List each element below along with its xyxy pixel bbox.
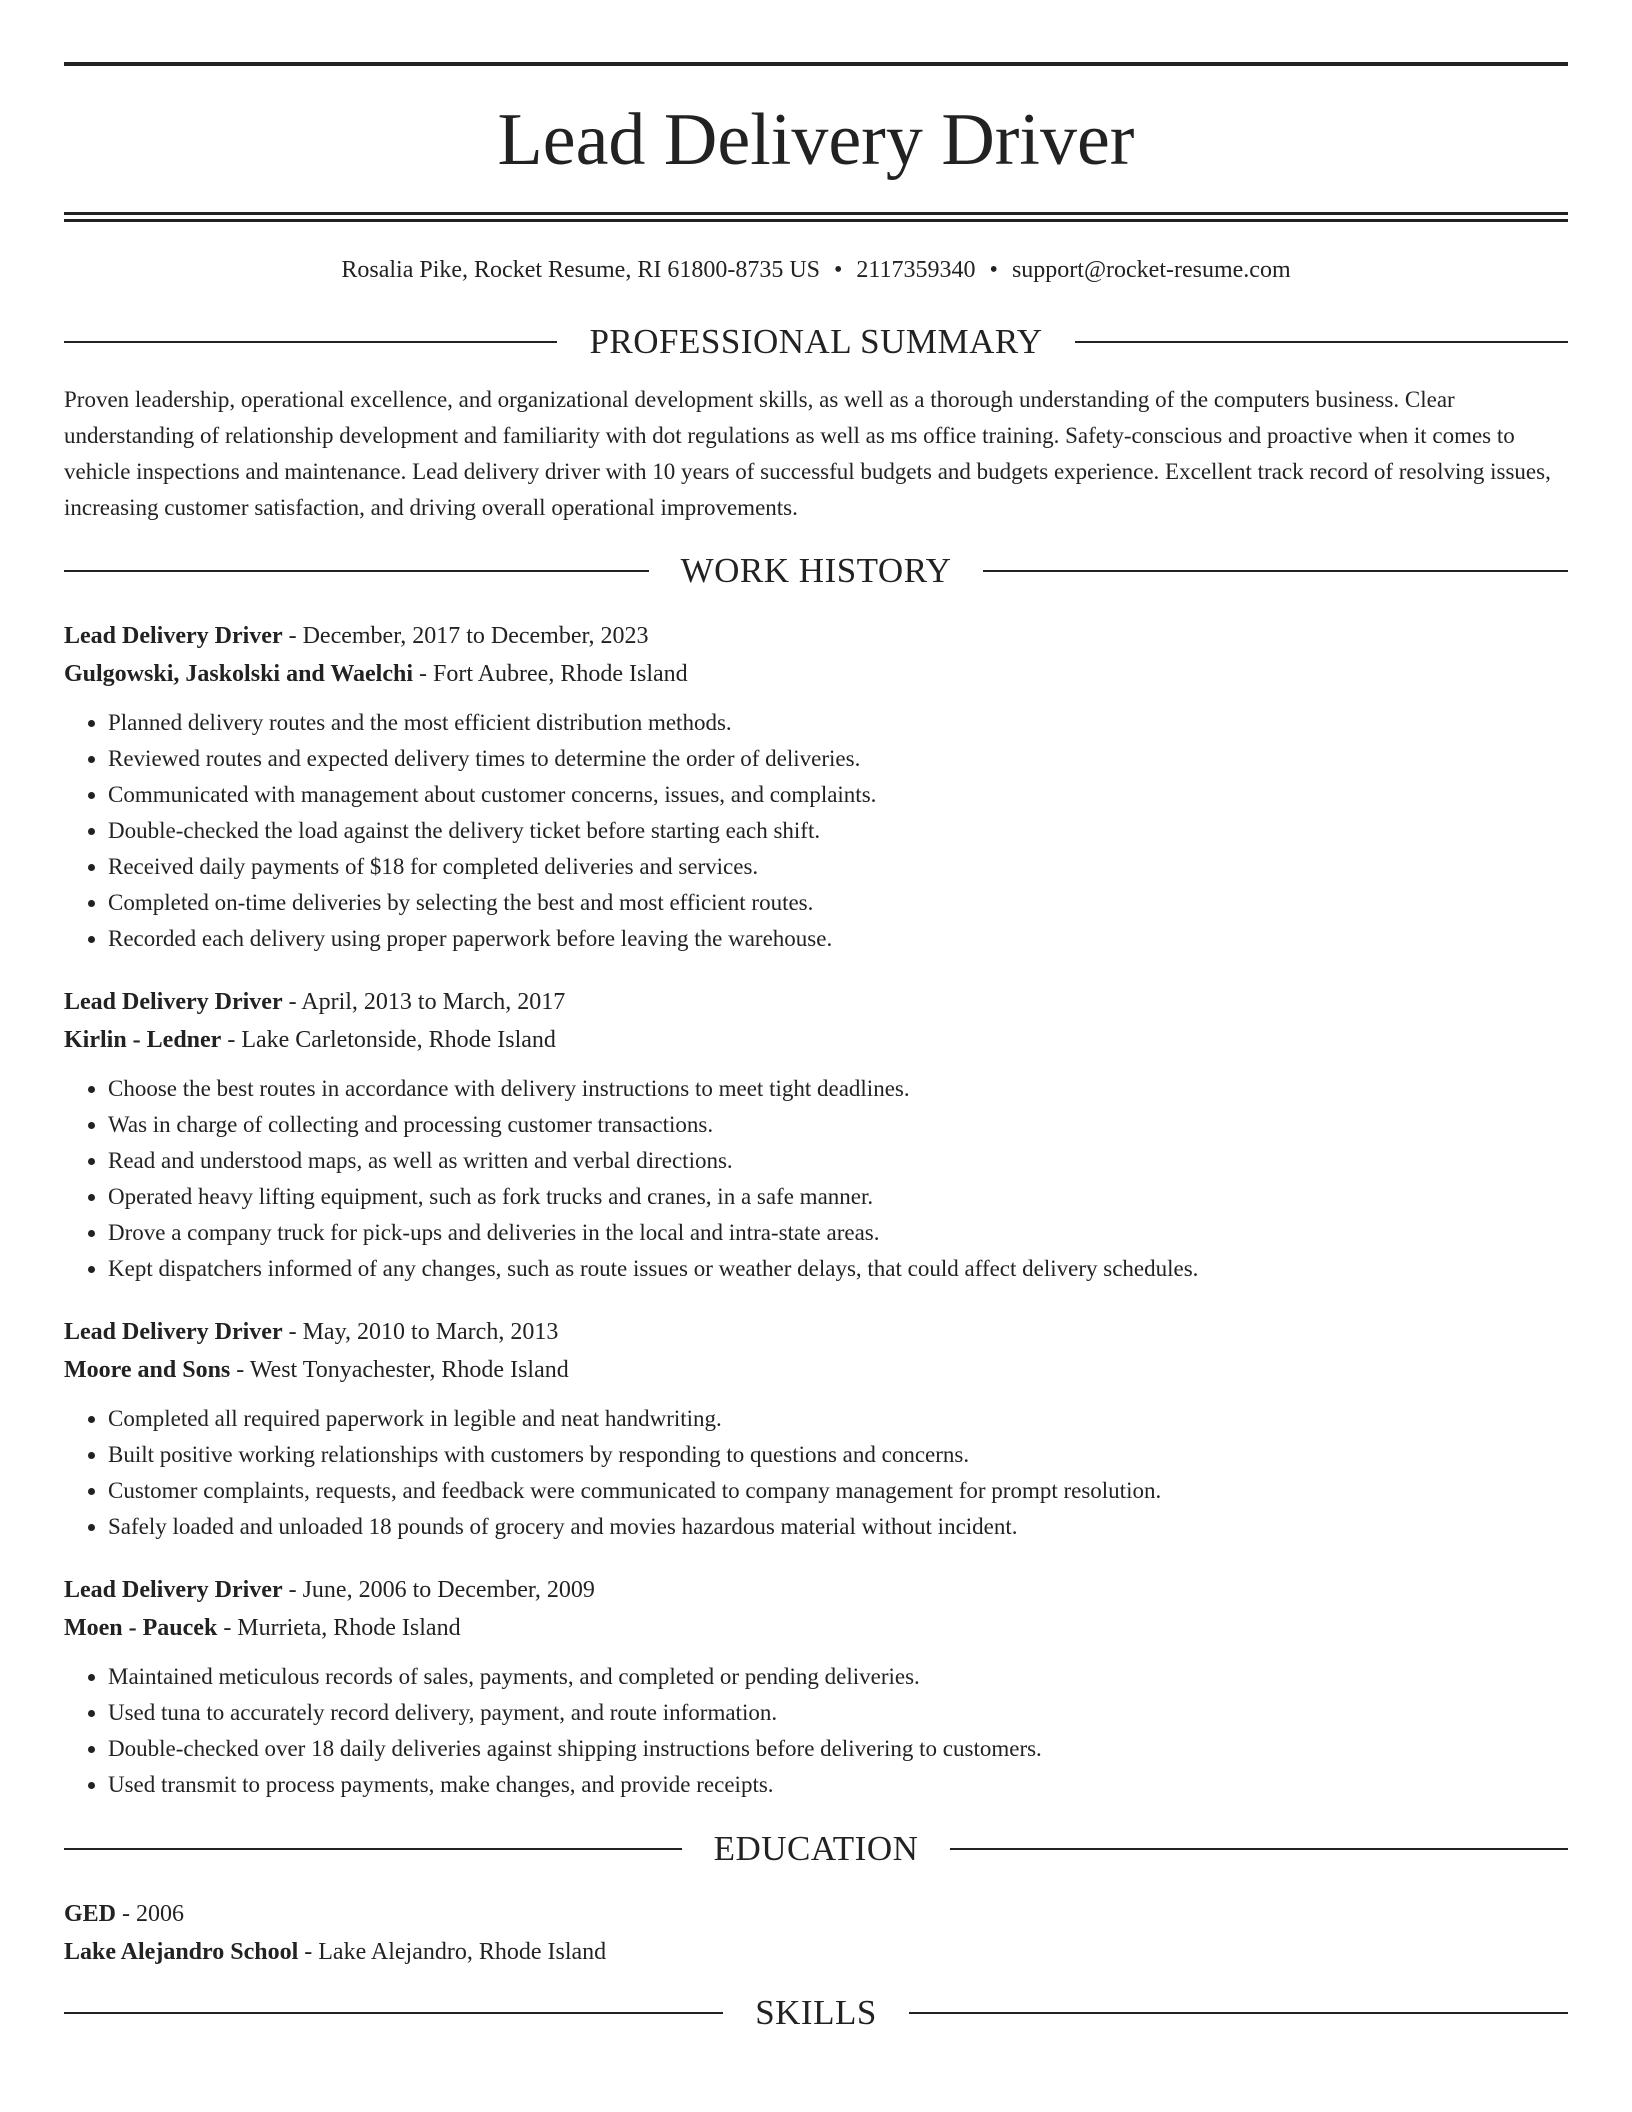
job-dates: - May, 2010 to March, 2013 — [282, 1319, 559, 1345]
job-bullet: • Communicated with management about customer concerns, issues, and complaints. — [108, 777, 1568, 813]
job-bullet-list — [64, 1071, 1568, 1287]
job-bullet: • Completed on-time deliveries by selecting the best and most efficient routes. — [108, 885, 1568, 921]
section-heading-education — [64, 1827, 1568, 1871]
job-bullet: • Kept dispatchers informed of any changes, such as route issues or weather delays, that could affect delivery schedules. — [108, 1251, 1568, 1287]
education-entry — [64, 1895, 1568, 1971]
job-title-line — [64, 1313, 1568, 1351]
heading-rule-left — [64, 341, 557, 343]
job-company: Moore and Sons — [64, 1357, 231, 1383]
job-bullet-list — [64, 705, 1568, 957]
job-bullet: • Maintained meticulous records of sales, payments, and completed or pending deliveries. — [108, 1659, 1568, 1695]
job-title-line — [64, 1571, 1568, 1609]
contact-separator: • — [989, 257, 998, 283]
job-location: - Fort Aubree, Rhode Island — [413, 661, 688, 687]
heading-rule-right — [909, 2012, 1568, 2014]
job-dates: - December, 2017 to December, 2023 — [282, 623, 649, 649]
job-entry — [64, 1571, 1568, 1803]
job-company-line — [64, 1609, 1568, 1647]
job-bullet-list — [64, 1401, 1568, 1545]
heading-rule-right — [1075, 341, 1568, 343]
job-bullet: • Double-checked the load against the delivery ticket before starting each shift. — [108, 813, 1568, 849]
contact-phone: 2117359340 — [856, 257, 976, 283]
job-title: Lead Delivery Driver — [64, 623, 283, 649]
job-title: Lead Delivery Driver — [64, 1577, 283, 1603]
job-company: Moen - Paucek — [64, 1615, 218, 1641]
contact-address: Rosalia Pike, Rocket Resume, RI 61800-8735 US — [341, 257, 821, 283]
contact-separator: • — [834, 257, 843, 283]
heading-rule-left — [64, 1848, 682, 1850]
job-bullet: • Reviewed routes and expected delivery times to determine the order of deliveries. — [108, 741, 1568, 777]
job-entry — [64, 983, 1568, 1287]
job-entry — [64, 617, 1568, 957]
job-bullet: • Read and understood maps, as well as written and verbal directions. — [108, 1143, 1568, 1179]
job-bullet: • Operated heavy lifting equipment, such as fork trucks and cranes, in a safe manner. — [108, 1179, 1568, 1215]
job-title-line — [64, 983, 1568, 1021]
education-degree: GED — [64, 1901, 117, 1927]
section-heading-work-history — [64, 549, 1568, 593]
education-degree-line — [64, 1895, 1568, 1933]
title-double-rule — [64, 212, 1568, 222]
job-company: Gulgowski, Jaskolski and Waelchi — [64, 661, 414, 687]
contact-email: support@rocket-resume.com — [1011, 257, 1291, 283]
section-heading-summary — [64, 320, 1568, 364]
job-company: Kirlin - Ledner — [64, 1027, 222, 1053]
job-title: Lead Delivery Driver — [64, 989, 283, 1015]
section-heading-label: SKILLS — [755, 1993, 877, 2032]
job-bullet: • Received daily payments of $18 for completed deliveries and services. — [108, 849, 1568, 885]
page-title: Lead Delivery Driver — [497, 99, 1135, 181]
contact-line — [64, 254, 1568, 286]
summary-text: Proven leadership, operational excellence, and organizational development skills, as well as a thorough understanding of the computers business. Clear understanding of relationship development and familiarity with dot regulations as well as ms office training. Safety-conscious and proactive when it comes to vehicle inspections and maintenance. Lead delivery driver with 10 years of successful budgets and budgets experience. Excellent track record of resolving issues, increasing customer satisfaction, and driving overall operational improvements. — [64, 387, 1551, 520]
job-location: - Lake Carletonside, Rhode Island — [221, 1027, 556, 1053]
heading-rule-left — [64, 2012, 723, 2014]
job-bullet: • Customer complaints, requests, and feedback were communicated to company management for prompt resolution. — [108, 1473, 1568, 1509]
education-school-line — [64, 1933, 1568, 1971]
job-location: - West Tonyachester, Rhode Island — [230, 1357, 569, 1383]
job-location: - Murrieta, Rhode Island — [217, 1615, 461, 1641]
job-dates: - April, 2013 to March, 2017 — [282, 989, 566, 1015]
job-company-line — [64, 1021, 1568, 1059]
job-entry — [64, 1313, 1568, 1545]
education-school: Lake Alejandro School — [64, 1939, 299, 1965]
section-heading-label: EDUCATION — [713, 1829, 919, 1868]
job-title-line — [64, 617, 1568, 655]
job-bullet: • Double-checked over 18 daily deliveries against shipping instructions before delivering to customers. — [108, 1731, 1568, 1767]
job-title: Lead Delivery Driver — [64, 1319, 283, 1345]
job-dates: - June, 2006 to December, 2009 — [282, 1577, 595, 1603]
job-bullet: • Was in charge of collecting and processing customer transactions. — [108, 1107, 1568, 1143]
job-bullet: • Completed all required paperwork in legible and neat handwriting. — [108, 1401, 1568, 1437]
job-bullet: • Choose the best routes in accordance with delivery instructions to meet tight deadlines. — [108, 1071, 1568, 1107]
work-history-list — [64, 617, 1568, 1803]
job-bullet: • Built positive working relationships with customers by responding to questions and concerns. — [108, 1437, 1568, 1473]
resume-page — [64, 0, 1568, 2035]
job-bullet: • Used tuna to accurately record delivery, payment, and route information. — [108, 1695, 1568, 1731]
education-location: - Lake Alejandro, Rhode Island — [298, 1939, 607, 1965]
job-bullet: • Recorded each delivery using proper paperwork before leaving the warehouse. — [108, 921, 1568, 957]
heading-rule-right — [983, 570, 1568, 572]
section-heading-label: WORK HISTORY — [680, 551, 952, 590]
education-year: - 2006 — [116, 1901, 185, 1927]
top-rule — [64, 62, 1568, 66]
job-bullet: • Safely loaded and unloaded 18 pounds of grocery and movies hazardous material without incident. — [108, 1509, 1568, 1545]
job-bullet: • Used transmit to process payments, make changes, and provide receipts. — [108, 1767, 1568, 1803]
section-heading-label: PROFESSIONAL SUMMARY — [589, 322, 1043, 361]
job-bullet-list — [64, 1659, 1568, 1803]
heading-rule-right — [950, 1848, 1568, 1850]
heading-rule-left — [64, 570, 649, 572]
job-bullet: • Drove a company truck for pick-ups and deliveries in the local and intra-state areas. — [108, 1215, 1568, 1251]
job-bullet: • Planned delivery routes and the most efficient distribution methods. — [108, 705, 1568, 741]
job-company-line — [64, 655, 1568, 693]
section-heading-skills — [64, 1991, 1568, 2035]
job-company-line — [64, 1351, 1568, 1389]
